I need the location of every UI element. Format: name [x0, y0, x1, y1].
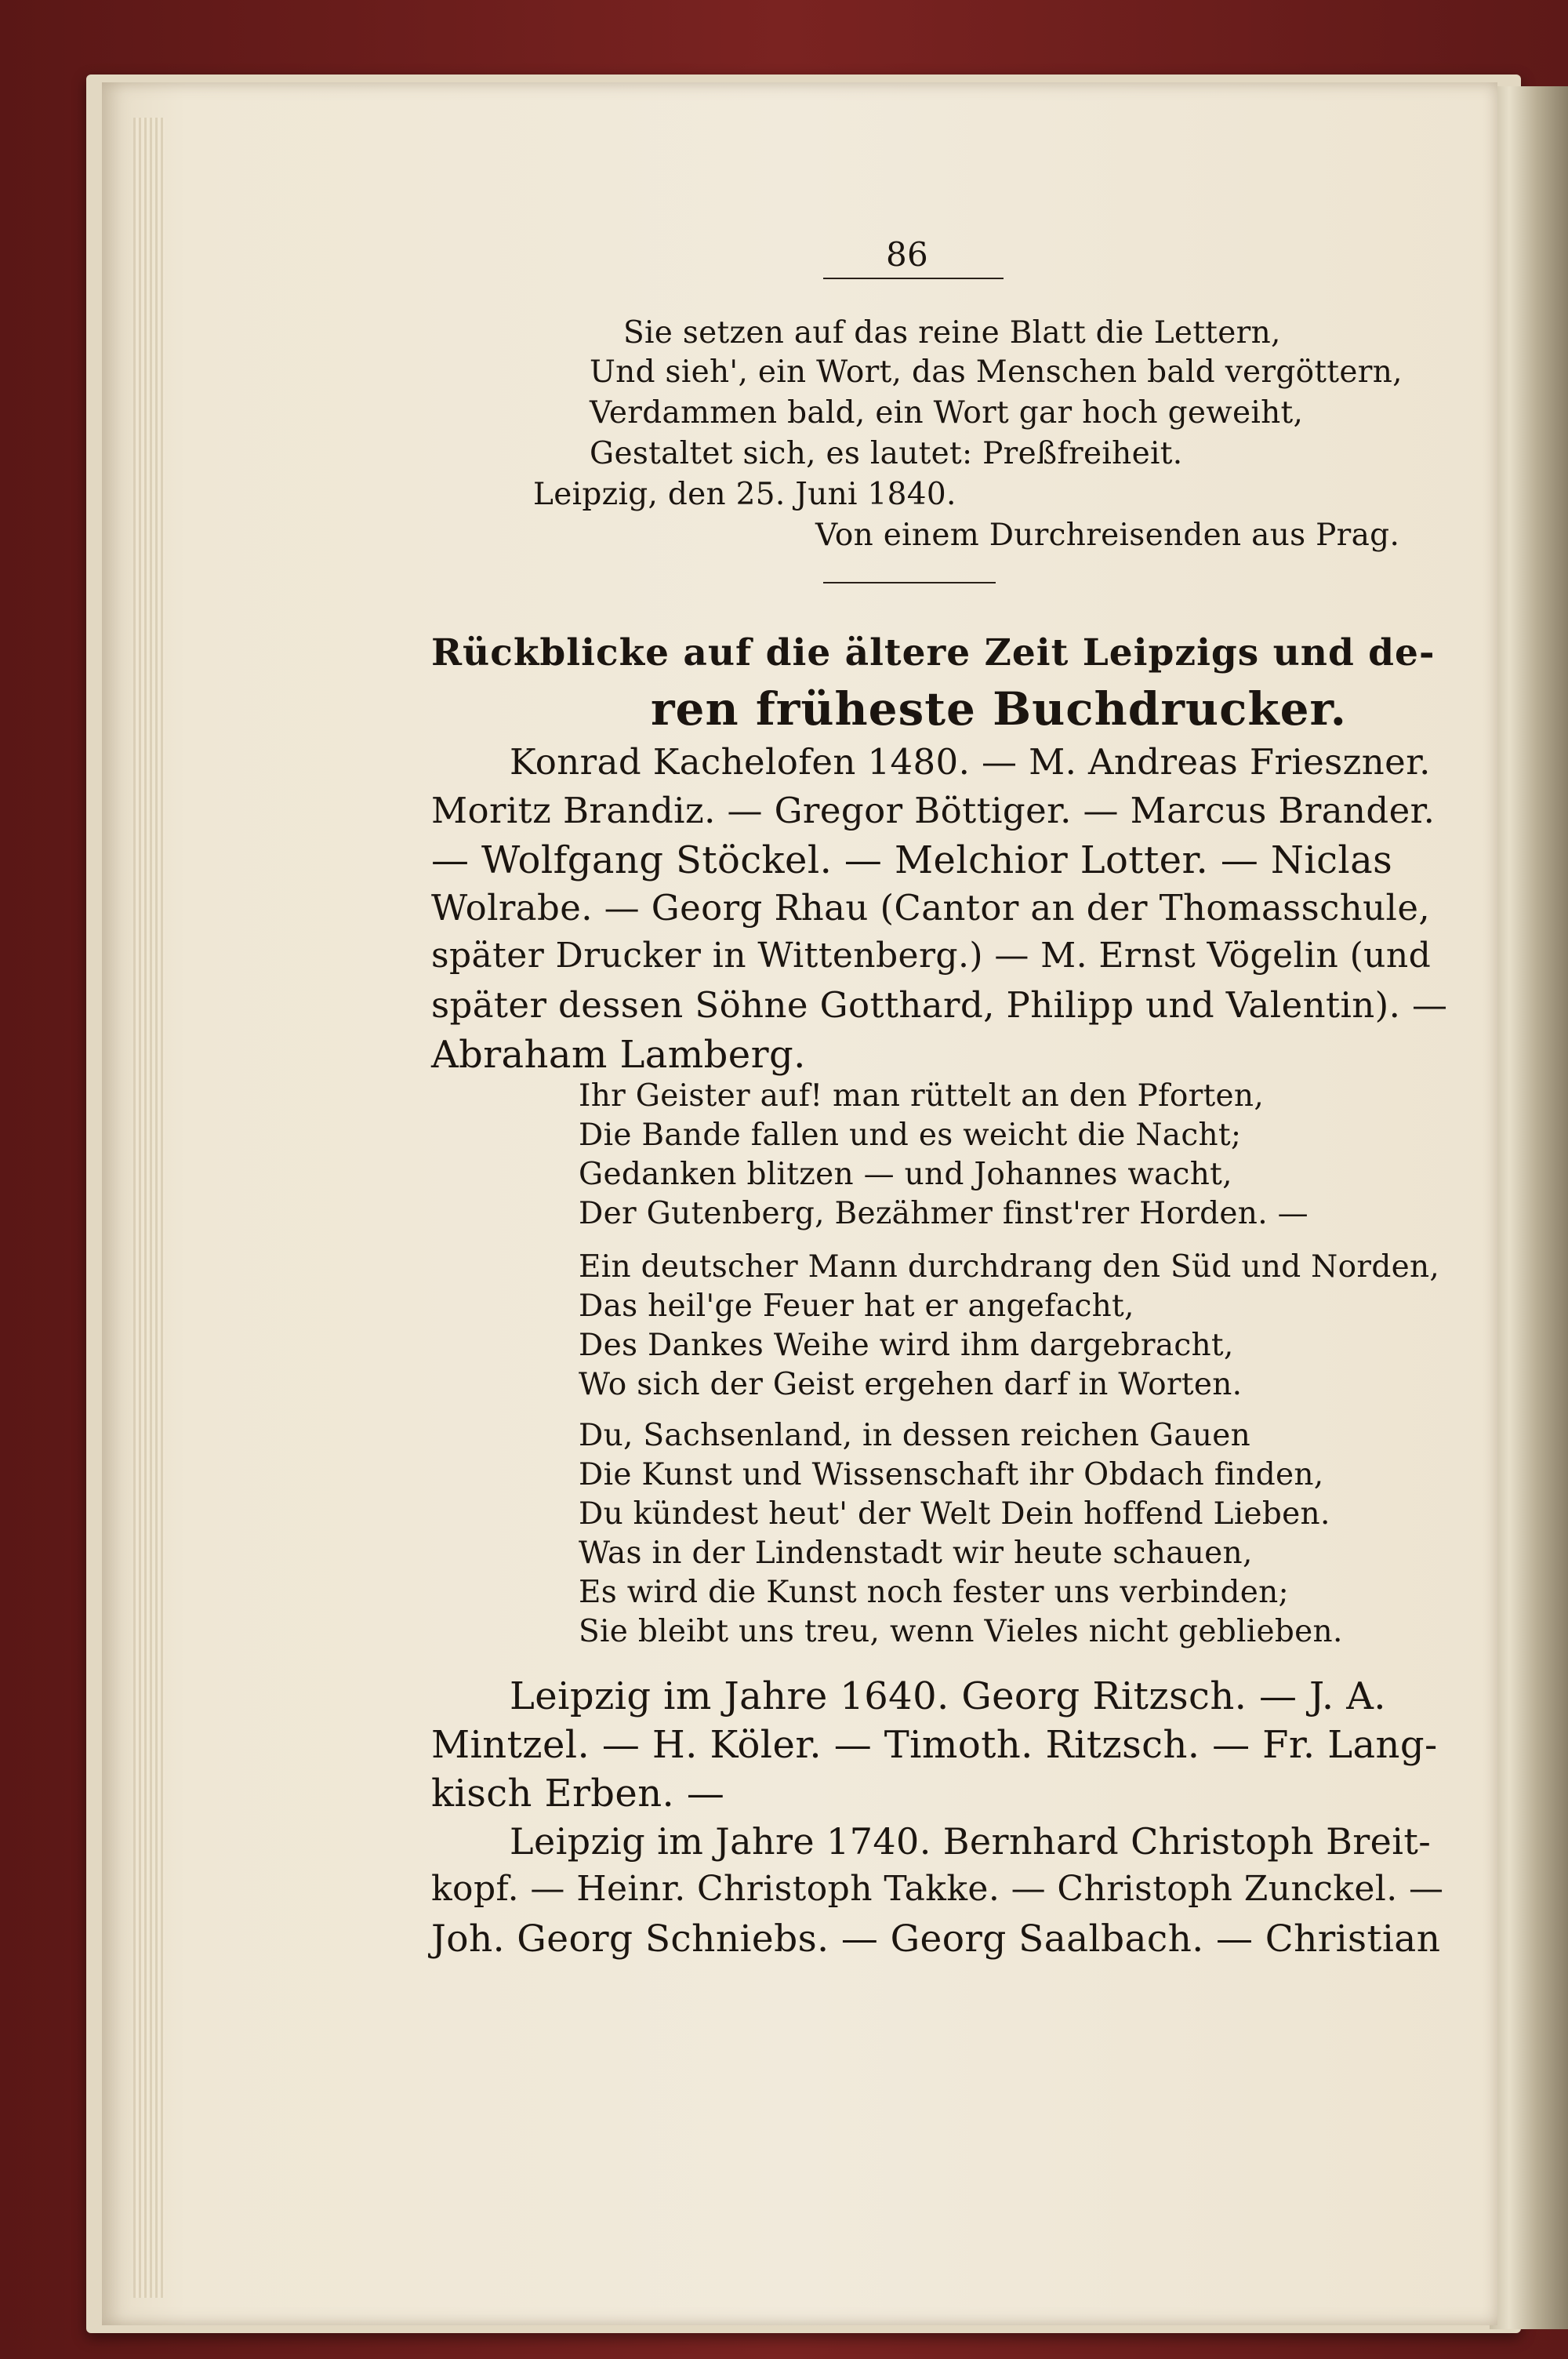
poem-two-line: Gedanken blitzen — und Johannes wacht, — [579, 1157, 1232, 1192]
prose-line: Mintzel. — H. Köler. — Timoth. Ritzsch. — Fr. Lang- — [431, 1723, 1438, 1767]
prose-line: Joh. Georg Schniebs. — Georg Saalbach. — Christian — [431, 1917, 1441, 1961]
prose-line: Konrad Kachelofen 1480. — M. Andreas Frieszner. — [510, 741, 1431, 783]
poem-two-line: Es wird die Kunst noch fester uns verbinden; — [579, 1575, 1289, 1610]
poem-two-line: Ein deutscher Mann durchdrang den Süd und Norden, — [579, 1249, 1440, 1285]
next-page-edge — [1490, 86, 1568, 2329]
poem-one-line: Und sieh', ein Wort, das Menschen bald vergöttern, — [590, 354, 1403, 390]
page-number: 86 — [886, 235, 929, 274]
prose-line: — Wolfgang Stöckel. — Melchior Lotter. — Niclas — [431, 838, 1393, 882]
page-stack-edges — [133, 118, 165, 2298]
prose-line: Abraham Lamberg. — [431, 1033, 806, 1077]
prose-line: kisch Erben. — — [431, 1772, 725, 1816]
poem-one-line: Sie setzen auf das reine Blatt die Lettern, — [623, 315, 1281, 351]
prose-line: kopf. — Heinr. Christoph Takke. — Christoph Zunckel. — — [431, 1869, 1444, 1909]
page-number-rule — [823, 278, 1004, 279]
poem-two-line: Der Gutenberg, Bezähmer finst'rer Horden. — — [579, 1196, 1308, 1231]
poem-two-line: Die Bande fallen und es weicht die Nacht; — [579, 1118, 1242, 1153]
poem-two-line: Das heil'ge Feuer hat er angefacht, — [579, 1289, 1134, 1324]
poem-two-line: Wo sich der Geist ergehen darf in Worten. — [579, 1367, 1243, 1402]
prose-line: Moritz Brandiz. — Gregor Böttiger. — Marcus Brander. — [431, 790, 1436, 831]
section-heading-line1: Rückblicke auf die ältere Zeit Leipzigs und de- — [431, 631, 1436, 674]
poem-two-line: Sie bleibt uns treu, wenn Vieles nicht geblieben. — [579, 1614, 1343, 1649]
poem-one-line: Gestaltet sich, es lautet: Preßfreiheit. — [590, 436, 1183, 471]
poem-two-line: Du, Sachsenland, in dessen reichen Gauen — [579, 1418, 1251, 1453]
poem-two-line: Du kündest heut' der Welt Dein hoffend Lieben. — [579, 1496, 1330, 1532]
poem-one-line: Verdammen bald, ein Wort gar hoch geweiht, — [590, 395, 1304, 431]
poem-two-line: Was in der Lindenstadt wir heute schauen, — [579, 1536, 1253, 1571]
poem-two-line: Des Dankes Weihe wird ihm dargebracht, — [579, 1328, 1234, 1363]
prose-line: später dessen Söhne Gotthard, Philipp und Valentin). — — [431, 984, 1448, 1026]
prose-line: Wolrabe. — Georg Rhau (Cantor an der Thomasschule, — [431, 887, 1431, 929]
prose-line: Leipzig im Jahre 1740. Bernhard Christoph Breit- — [510, 1820, 1432, 1863]
section-heading-line2: ren früheste Buchdrucker. — [651, 682, 1347, 736]
section-divider — [823, 582, 996, 583]
poem-two-line: Ihr Geister auf! man rüttelt an den Pforten, — [579, 1078, 1265, 1114]
date-line: Leipzig, den 25. Juni 1840. — [533, 477, 956, 512]
prose-line: Leipzig im Jahre 1640. Georg Ritzsch. — J. A. — [510, 1674, 1386, 1718]
poem-signature: Von einem Durchreisenden aus Prag. — [815, 518, 1400, 553]
poem-two-line: Die Kunst und Wissenschaft ihr Obdach finden, — [579, 1457, 1324, 1492]
prose-line: später Drucker in Wittenberg.) — M. Ernst Vögelin (und — [431, 936, 1432, 976]
